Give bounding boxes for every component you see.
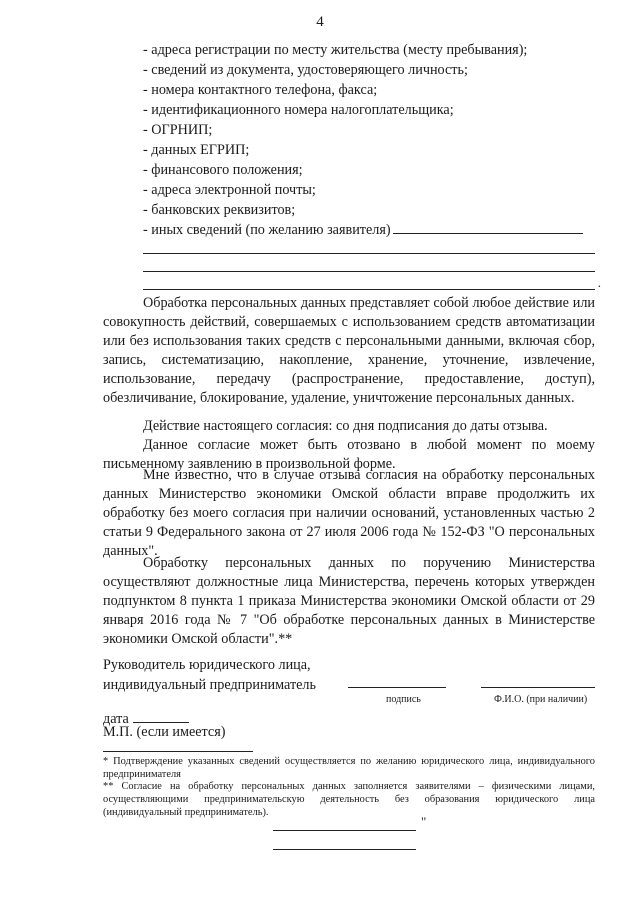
fill-in-line[interactable] [143, 254, 595, 272]
fill-in-line[interactable] [143, 236, 595, 254]
list-item: - идентификационного номера налогоплательщика; [143, 102, 454, 118]
footnote-divider [103, 751, 253, 752]
bottom-quote-mark: " [421, 814, 427, 829]
fill-in-line[interactable] [393, 220, 583, 234]
list-item: - ОГРНИП; [143, 122, 213, 138]
full-name-caption: Ф.И.О. (при наличии) [494, 694, 588, 705]
date-label: дата [103, 711, 129, 727]
paragraph-continuation: Мне известно, что в случае отзыва согласия на обработку персональных данных Министерство экономики Омской области вправе продолжить их обработку без моего согласия при наличии оснований, установленных частью 2 статьи 9 Федерального закона от 27 июля 2006 года № 152-ФЗ "О персональных данных". [103, 467, 595, 559]
stamp-label: М.П. (если имеется) [103, 724, 226, 740]
footnote-2: ** Согласие на обработку персональных данных заполняется заявителями – физическими лицами, осуществляющими предпринимательскую деятельность без образования юридического лица (индивидуальный предприниматель). [103, 781, 595, 818]
full-name-line[interactable] [481, 687, 595, 688]
paragraph-processing-definition: Обработка персональных данных представляет собой любое действие или совокупность действий, совершаемых с использованием средств автоматизации или без использования таких средств с персональными данными, включая сбор, запись, систематизацию, накопление, хранение, уточнение, извлечение, использование, передачу (распространение, предоставление, доступ), обезличивание, блокирование, удаление, уничтожение персональных данных. [103, 295, 595, 406]
list-item: - данных ЕГРИП; [143, 142, 250, 158]
list-item: - номера контактного телефона, факса; [143, 82, 378, 98]
consent-data-list [143, 40, 603, 240]
signature-caption: подпись [386, 694, 421, 705]
paragraph-authorized-officials: Обработку персональных данных по поручению Министерства осуществляют должностные лица Министерства, перечень которых утвержден подпунктом 8 пункта 1 приказа Министерства экономики Омской области от 29 января 2016 года № 7 "Об обработке персональных данных в Министерстве экономики Омской области".** [103, 555, 595, 647]
date-line[interactable] [133, 710, 189, 723]
bottom-blank-line [273, 830, 416, 831]
list-item: - сведений из документа, удостоверяющего личность; [143, 62, 468, 78]
paragraph-validity: Действие настоящего согласия: со дня подписания до даты отзыва. [143, 418, 548, 434]
signatory-label [103, 655, 316, 695]
page-number: 4 [316, 14, 324, 30]
footnote-1: * Подтверждение указанных сведений осуществляется по желанию юридического лица, индивидуального предпринимателя [103, 756, 595, 780]
bottom-blank-line [273, 849, 416, 850]
blank-fill-lines [143, 236, 601, 290]
paragraph-revocation: Данное согласие может быть отозвано в любой момент по моему письменному заявлению в произвольной форме. [103, 437, 595, 472]
signatory-label-line1: Руководитель юридического лица, [103, 657, 311, 673]
line-end-period: . [597, 275, 601, 290]
list-item: - финансового положения; [143, 162, 303, 178]
list-item-label: - иных сведений (по желанию заявителя) [143, 222, 391, 238]
signature-line[interactable] [348, 687, 446, 688]
list-item: - адреса регистрации по месту жительства (месту пребывания); [143, 42, 528, 58]
list-item: - банковских реквизитов; [143, 202, 296, 218]
signatory-label-line2: индивидуальный предприниматель [103, 677, 316, 693]
fill-in-line[interactable] [143, 272, 601, 290]
list-item: - адреса электронной почты; [143, 182, 316, 198]
